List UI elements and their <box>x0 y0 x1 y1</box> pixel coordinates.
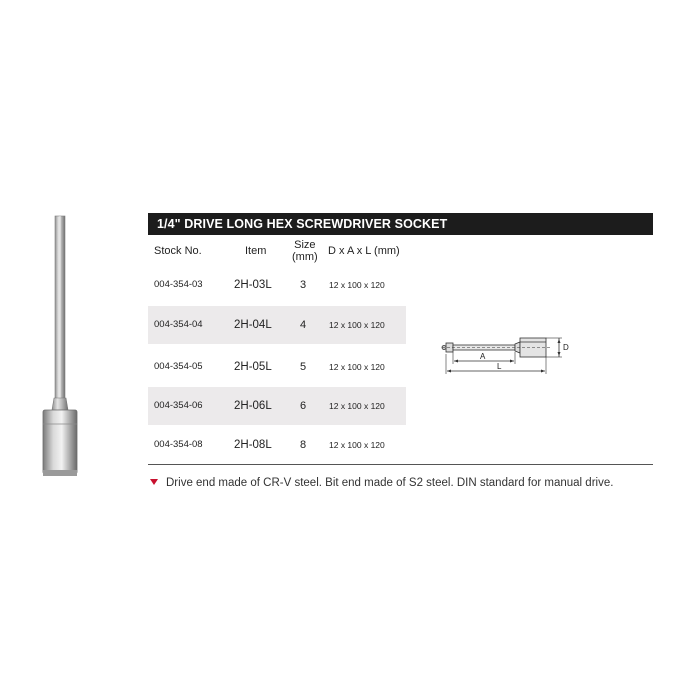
item-code: 2H-08L <box>234 439 272 451</box>
item-code: 2H-06L <box>234 400 272 412</box>
table-row <box>148 426 406 464</box>
column-header-size-unit: (mm) <box>292 251 318 263</box>
diagram-label-a: A <box>480 352 486 361</box>
dimensions-value: 12 x 100 x 120 <box>329 362 385 372</box>
item-code: 2H-04L <box>234 319 272 331</box>
stock-number: 004-354-08 <box>154 439 203 450</box>
footnote-text: Drive end made of CR-V steel. Bit end made of S2 steel. DIN standard for manual drive. <box>166 477 614 489</box>
size-value: 8 <box>300 439 307 451</box>
dimensions-value: 12 x 100 x 120 <box>329 440 385 450</box>
size-value: 5 <box>300 361 307 373</box>
stock-number: 004-354-06 <box>154 400 203 411</box>
column-header-size-label: Size <box>294 239 316 251</box>
dimensions-value: 12 x 100 x 120 <box>329 401 385 411</box>
size-value: 4 <box>300 319 307 331</box>
table-row <box>148 387 406 425</box>
column-header-dims: D x A x L (mm) <box>328 245 400 257</box>
item-code: 2H-05L <box>234 361 272 373</box>
red-triangle-down-icon <box>150 479 158 485</box>
diagram-label-l: L <box>497 362 502 371</box>
diagram-label-d: D <box>563 343 569 352</box>
column-header-item: Item <box>245 245 267 257</box>
footnote <box>150 477 613 489</box>
stock-number: 004-354-04 <box>154 319 203 330</box>
product-photo <box>30 212 92 492</box>
table-bottom-rule <box>148 464 653 465</box>
dimension-diagram <box>440 330 580 382</box>
column-header-size <box>292 239 318 263</box>
column-header-stock: Stock No. <box>154 245 202 257</box>
size-value: 6 <box>300 400 307 412</box>
size-value: 3 <box>300 279 307 291</box>
table-title-bar: 1/4" DRIVE LONG HEX SCREWDRIVER SOCKET <box>148 213 653 235</box>
stock-number: 004-354-03 <box>154 279 203 290</box>
dimensions-value: 12 x 100 x 120 <box>329 280 385 290</box>
table-row <box>148 306 406 344</box>
table-row <box>148 266 406 304</box>
dimensions-value: 12 x 100 x 120 <box>329 320 385 330</box>
table-row <box>148 348 406 386</box>
item-code: 2H-03L <box>234 279 272 291</box>
stock-number: 004-354-05 <box>154 361 203 372</box>
